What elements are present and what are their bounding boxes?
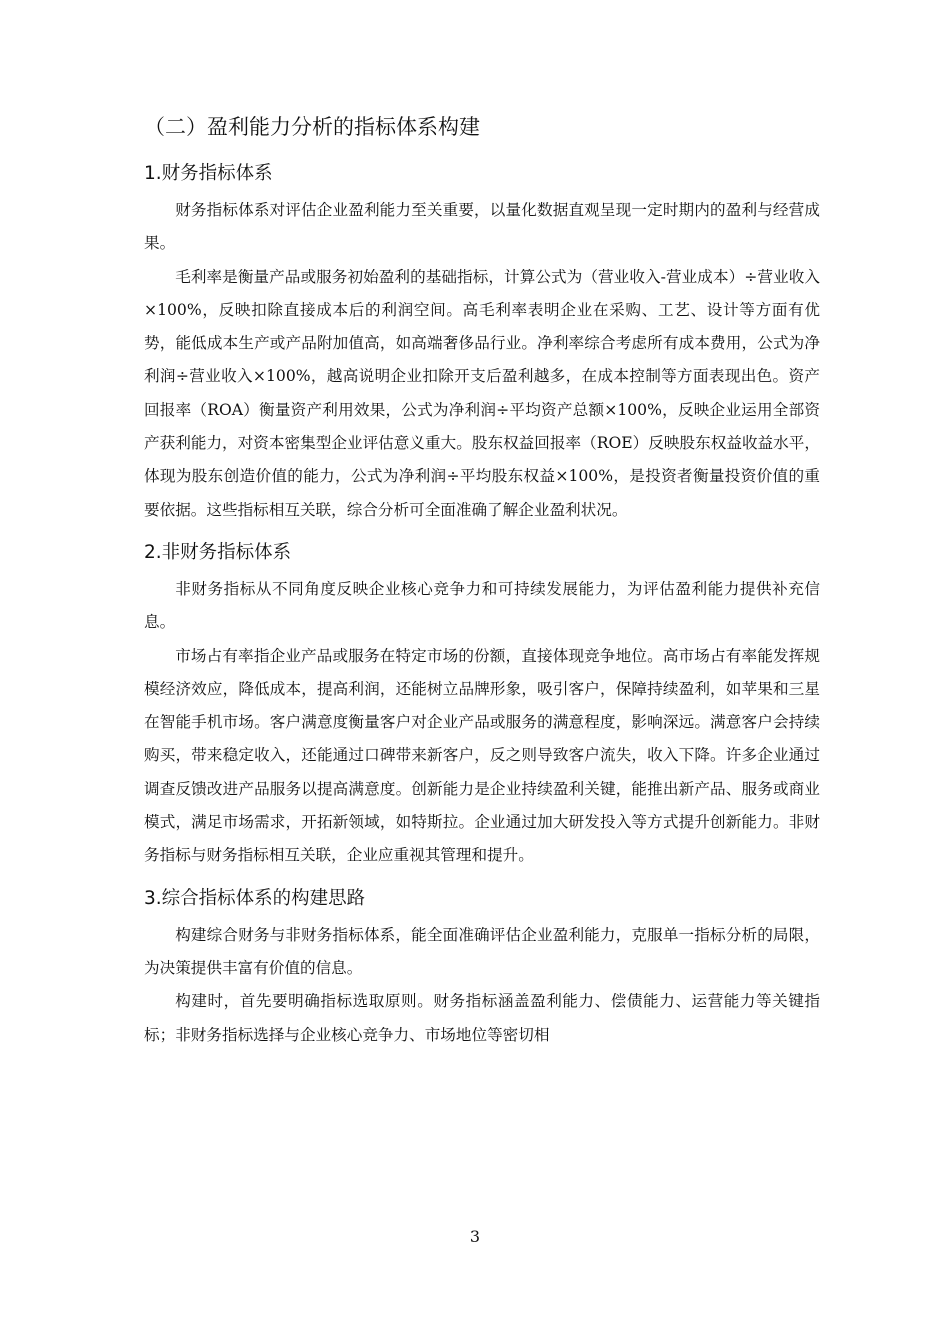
section-comprehensive-indicators (144, 885, 820, 1052)
paragraph: 构建时，首先要明确指标选取原则。财务指标涵盖盈利能力、偿债能力、运营能力等关键指标；非财务指标选择与企业核心竞争力、市场地位等密切相 (144, 992, 820, 1044)
paragraph: 构建综合财务与非财务指标体系，能全面准确评估企业盈利能力，克服单一指标分析的局限，为决策提供丰富有价值的信息。 (144, 925, 820, 977)
paragraph: 毛利率是衡量产品或服务初始盈利的基础指标，计算公式为（营业收入-营业成本）÷营业收入×100%，反映扣除直接成本后的利润空间。高毛利率表明企业在采购、工艺、设计等方面有优势，能低成本生产或产品附加值高，如高端奢侈品行业。净利率综合考虑所有成本费用，公式为净利润÷营业收入×100%，越高说明企业扣除开支后盈利越多，在成本控制等方面表现出色。资产回报率（ROA）衡量资产利用效果，公式为净利润÷平均资产总额×100%，反映企业运用全部资产获利能力，对资本密集型企业评估意义重大。股东权益回报率（ROE）反映股东权益收益水平，体现为股东创造价值的能力，公式为净利润÷平均股东权益×100%，是投资者衡量投资价值的重要依据。这些指标相互关联，综合分析可全面准确了解企业盈利状况。 (144, 267, 820, 519)
section-financial-indicators (144, 160, 820, 527)
paragraph: 市场占有率指企业产品或服务在特定市场的份额，直接体现竞争地位。高市场占有率能发挥规模经济效应，降低成本，提高利润，还能树立品牌形象，吸引客户，保障持续盈利，如苹果和三星在智能手机市场。客户满意度衡量客户对企业产品或服务的满意程度，影响深远。满意客户会持续购买，带来稳定收入，还能通过口碑带来新客户，反之则导致客户流失，收入下降。许多企业通过调查反馈改进产品服务以提高满意度。创新能力是企业持续盈利关键，能推出新产品、服务或商业模式，满足市场需求，开拓新领域，如特斯拉。企业通过加大研发投入等方式提升创新能力。非财务指标与财务指标相互关联，企业应重视其管理和提升。 (144, 646, 820, 865)
subsection-title: 2.非财务指标体系 (144, 541, 292, 563)
section-title: （二）盈利能力分析的指标体系构建 (144, 115, 480, 139)
document-page (144, 112, 820, 1052)
subsection-title: 3.综合指标体系的构建思路 (144, 887, 366, 909)
page-number: 3 (469, 1227, 481, 1246)
section-non-financial-indicators (144, 539, 820, 873)
paragraph: 财务指标体系对评估企业盈利能力至关重要，以量化数据直观呈现一定时期内的盈利与经营成果。 (144, 201, 820, 253)
paragraph: 非财务指标从不同角度反映企业核心竞争力和可持续发展能力，为评估盈利能力提供补充信息。 (144, 579, 820, 632)
subsection-title: 1.财务指标体系 (144, 163, 273, 184)
